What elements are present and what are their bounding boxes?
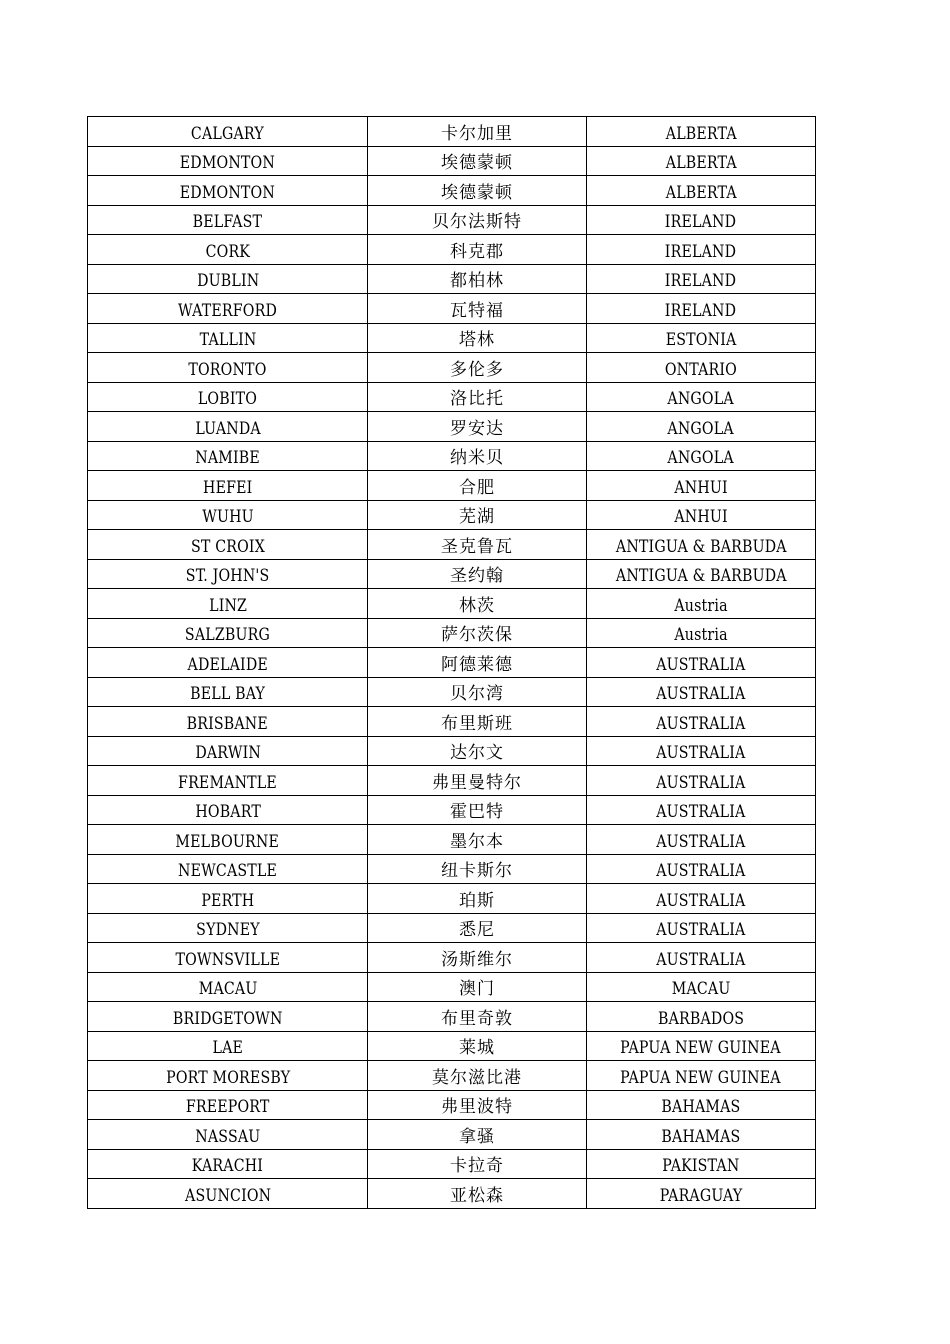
table-row bbox=[88, 1179, 816, 1209]
region-text: ONTARIO bbox=[664, 359, 737, 379]
chinese-name-cell bbox=[368, 530, 586, 560]
chinese-name-text: 澳门 bbox=[459, 979, 496, 999]
chinese-name-cell bbox=[368, 235, 586, 265]
table-row bbox=[88, 176, 816, 206]
chinese-name-cell bbox=[368, 677, 586, 707]
table-row bbox=[88, 707, 816, 737]
chinese-name-text: 纳米贝 bbox=[450, 448, 505, 468]
port-name-text: FREEPORT bbox=[185, 1097, 270, 1116]
port-name-cell bbox=[88, 1149, 368, 1179]
port-name-text: NAMIBE bbox=[195, 448, 260, 467]
port-name-text: HEFEI bbox=[202, 477, 253, 497]
region-cell bbox=[586, 323, 815, 353]
chinese-name-cell bbox=[368, 146, 586, 176]
table-row bbox=[88, 1149, 816, 1179]
port-name-text: HOBART bbox=[194, 802, 261, 821]
chinese-name-text: 合肥 bbox=[459, 477, 496, 498]
region-cell bbox=[586, 1061, 815, 1091]
chinese-name-text: 埃德蒙顿 bbox=[441, 182, 514, 203]
chinese-name-text: 洛比托 bbox=[450, 389, 505, 409]
chinese-name-cell bbox=[368, 176, 586, 206]
region-cell bbox=[586, 530, 815, 560]
table-row bbox=[88, 353, 816, 383]
region-cell bbox=[586, 677, 815, 707]
region-cell bbox=[586, 618, 815, 648]
region-text: AUSTRALIA bbox=[656, 861, 746, 880]
table-row bbox=[88, 441, 816, 471]
port-name-text: PERTH bbox=[201, 890, 255, 910]
chinese-name-cell bbox=[368, 412, 586, 442]
chinese-name-cell bbox=[368, 1179, 586, 1209]
port-name-text: ST. JOHN'S bbox=[185, 566, 270, 585]
region-cell bbox=[586, 146, 815, 176]
chinese-name-cell bbox=[368, 736, 586, 766]
region-text: IRELAND bbox=[665, 300, 737, 320]
chinese-name-cell bbox=[368, 972, 586, 1002]
chinese-name-text: 塔林 bbox=[459, 330, 496, 350]
port-name-cell bbox=[88, 235, 368, 265]
chinese-name-cell bbox=[368, 559, 586, 589]
chinese-name-cell bbox=[368, 1120, 586, 1150]
region-text: ANTIGUA & BARBUDA bbox=[615, 566, 787, 585]
port-name-cell bbox=[88, 1120, 368, 1150]
port-name-cell bbox=[88, 412, 368, 442]
table-row bbox=[88, 235, 816, 265]
chinese-name-cell bbox=[368, 117, 586, 147]
region-cell bbox=[586, 117, 815, 147]
chinese-name-text: 布里斯班 bbox=[441, 713, 514, 734]
table-row bbox=[88, 677, 816, 707]
region-cell bbox=[586, 264, 815, 294]
region-text: AUSTRALIA bbox=[656, 713, 746, 733]
table-row bbox=[88, 913, 816, 943]
region-cell bbox=[586, 943, 815, 973]
chinese-name-text: 布里奇敦 bbox=[441, 1008, 514, 1029]
port-name-cell bbox=[88, 884, 368, 914]
port-name-cell bbox=[88, 648, 368, 678]
port-name-cell bbox=[88, 530, 368, 560]
region-cell bbox=[586, 972, 815, 1002]
region-cell bbox=[586, 1002, 815, 1032]
table-row bbox=[88, 382, 816, 412]
region-text: Austria bbox=[674, 625, 728, 644]
chinese-name-cell bbox=[368, 1090, 586, 1120]
port-name-text: NASSAU bbox=[195, 1126, 261, 1146]
region-cell bbox=[586, 441, 815, 471]
table-row bbox=[88, 1031, 816, 1061]
chinese-name-text: 达尔文 bbox=[450, 743, 505, 763]
chinese-name-text: 弗里波特 bbox=[441, 1097, 514, 1117]
table-row bbox=[88, 854, 816, 884]
port-name-text: WATERFORD bbox=[178, 300, 278, 320]
chinese-name-text: 科克郡 bbox=[450, 241, 505, 262]
chinese-name-text: 贝尔湾 bbox=[450, 684, 505, 704]
chinese-name-text: 莱城 bbox=[459, 1038, 496, 1058]
port-name-cell bbox=[88, 972, 368, 1002]
port-name-text: BELL BAY bbox=[190, 684, 266, 703]
chinese-name-cell bbox=[368, 913, 586, 943]
table-row bbox=[88, 825, 816, 855]
table-row bbox=[88, 264, 816, 294]
table-row bbox=[88, 589, 816, 619]
region-text: ANHUI bbox=[674, 507, 728, 526]
chinese-name-cell bbox=[368, 264, 586, 294]
port-name-cell bbox=[88, 471, 368, 501]
chinese-name-text: 圣约翰 bbox=[450, 566, 505, 586]
chinese-name-cell bbox=[368, 471, 586, 501]
chinese-name-text: 瓦特福 bbox=[450, 300, 505, 321]
port-name-text: MELBOURNE bbox=[175, 831, 280, 851]
region-text: ESTONIA bbox=[665, 330, 737, 349]
region-cell bbox=[586, 353, 815, 383]
chinese-name-text: 卡尔加里 bbox=[441, 123, 514, 144]
table-row bbox=[88, 1061, 816, 1091]
port-name-text: LUANDA bbox=[194, 418, 261, 438]
chinese-name-cell bbox=[368, 205, 586, 235]
region-cell bbox=[586, 913, 815, 943]
port-name-cell bbox=[88, 323, 368, 353]
port-name-text: DUBLIN bbox=[196, 271, 259, 290]
port-name-cell bbox=[88, 1179, 368, 1209]
table-row bbox=[88, 943, 816, 973]
region-cell bbox=[586, 559, 815, 589]
port-name-text: CALGARY bbox=[191, 123, 265, 143]
port-name-cell bbox=[88, 1061, 368, 1091]
table-row bbox=[88, 500, 816, 530]
chinese-name-text: 阿德莱德 bbox=[441, 654, 514, 675]
chinese-name-text: 悉尼 bbox=[459, 920, 496, 940]
port-name-cell bbox=[88, 382, 368, 412]
region-text: ALBERTA bbox=[665, 153, 737, 172]
port-name-cell bbox=[88, 559, 368, 589]
chinese-name-cell bbox=[368, 1061, 586, 1091]
chinese-name-cell bbox=[368, 795, 586, 825]
port-name-cell bbox=[88, 1002, 368, 1032]
region-text: ALBERTA bbox=[665, 123, 737, 143]
chinese-name-text: 墨尔本 bbox=[450, 831, 505, 852]
port-name-cell bbox=[88, 943, 368, 973]
port-name-cell bbox=[88, 1090, 368, 1120]
region-text: AUSTRALIA bbox=[656, 949, 746, 969]
table-row bbox=[88, 1002, 816, 1032]
table-row bbox=[88, 766, 816, 796]
table-row bbox=[88, 471, 816, 501]
port-name-cell bbox=[88, 117, 368, 147]
chinese-name-cell bbox=[368, 707, 586, 737]
region-cell bbox=[586, 854, 815, 884]
region-text: PAPUA NEW GUINEA bbox=[620, 1067, 782, 1087]
port-name-text: BRISBANE bbox=[187, 713, 269, 733]
region-text: BAHAMAS bbox=[661, 1097, 741, 1116]
table-row bbox=[88, 972, 816, 1002]
region-cell bbox=[586, 382, 815, 412]
chinese-name-text: 珀斯 bbox=[459, 890, 496, 911]
chinese-name-cell bbox=[368, 294, 586, 324]
chinese-name-cell bbox=[368, 353, 586, 383]
port-name-cell bbox=[88, 913, 368, 943]
port-name-text: BRIDGETOWN bbox=[172, 1008, 283, 1028]
port-name-cell bbox=[88, 825, 368, 855]
port-name-text: NEWCASTLE bbox=[178, 861, 278, 880]
region-cell bbox=[586, 1179, 815, 1209]
port-table-body bbox=[88, 117, 816, 1209]
chinese-name-text: 莫尔滋比港 bbox=[432, 1067, 523, 1088]
port-name-cell bbox=[88, 176, 368, 206]
port-name-text: ASUNCION bbox=[184, 1185, 271, 1205]
chinese-name-text: 埃德蒙顿 bbox=[441, 153, 514, 173]
chinese-name-cell bbox=[368, 943, 586, 973]
region-text: IRELAND bbox=[665, 241, 737, 261]
port-name-cell bbox=[88, 766, 368, 796]
chinese-name-text: 贝尔法斯特 bbox=[432, 212, 523, 232]
chinese-name-cell bbox=[368, 618, 586, 648]
port-name-cell bbox=[88, 353, 368, 383]
table-row bbox=[88, 1090, 816, 1120]
port-name-text: TOWNSVILLE bbox=[175, 949, 280, 969]
region-cell bbox=[586, 648, 815, 678]
port-name-text: DARWIN bbox=[194, 743, 261, 762]
region-cell bbox=[586, 707, 815, 737]
chinese-name-text: 罗安达 bbox=[450, 418, 505, 439]
region-text: PAKISTAN bbox=[662, 1156, 740, 1175]
region-text: AUSTRALIA bbox=[656, 802, 746, 821]
chinese-name-text: 林茨 bbox=[459, 595, 496, 616]
chinese-name-cell bbox=[368, 500, 586, 530]
chinese-name-cell bbox=[368, 1031, 586, 1061]
chinese-name-cell bbox=[368, 441, 586, 471]
port-name-cell bbox=[88, 205, 368, 235]
chinese-name-cell bbox=[368, 323, 586, 353]
port-name-cell bbox=[88, 795, 368, 825]
port-name-cell bbox=[88, 854, 368, 884]
region-cell bbox=[586, 589, 815, 619]
port-name-text: WUHU bbox=[201, 507, 254, 526]
region-cell bbox=[586, 884, 815, 914]
port-name-text: KARACHI bbox=[192, 1156, 264, 1175]
port-name-text: EDMONTON bbox=[180, 182, 276, 202]
table-row bbox=[88, 530, 816, 560]
chinese-name-cell bbox=[368, 1149, 586, 1179]
chinese-name-cell bbox=[368, 648, 586, 678]
region-cell bbox=[586, 1031, 815, 1061]
region-text: AUSTRALIA bbox=[656, 920, 746, 939]
table-row bbox=[88, 884, 816, 914]
table-row bbox=[88, 736, 816, 766]
region-text: ANGOLA bbox=[667, 389, 735, 408]
region-text: IRELAND bbox=[665, 271, 737, 290]
region-text: AUSTRALIA bbox=[656, 831, 746, 851]
region-text: ANGOLA bbox=[667, 418, 735, 438]
table-row bbox=[88, 205, 816, 235]
region-cell bbox=[586, 294, 815, 324]
chinese-name-cell bbox=[368, 766, 586, 796]
chinese-name-text: 霍巴特 bbox=[450, 802, 505, 822]
table-row bbox=[88, 795, 816, 825]
port-name-cell bbox=[88, 294, 368, 324]
port-name-text: PORT MORESBY bbox=[165, 1067, 290, 1087]
region-cell bbox=[586, 1090, 815, 1120]
chinese-name-text: 萨尔茨保 bbox=[441, 625, 514, 645]
port-name-cell bbox=[88, 146, 368, 176]
port-name-text: TORONTO bbox=[188, 359, 267, 379]
table-row bbox=[88, 618, 816, 648]
region-text: AUSTRALIA bbox=[656, 772, 746, 792]
port-name-text: LOBITO bbox=[198, 389, 258, 408]
region-text: AUSTRALIA bbox=[656, 890, 746, 910]
chinese-name-text: 卡拉奇 bbox=[450, 1156, 505, 1176]
table-row bbox=[88, 117, 816, 147]
table-row bbox=[88, 1120, 816, 1150]
port-name-text: EDMONTON bbox=[180, 153, 276, 172]
region-text: BAHAMAS bbox=[661, 1126, 741, 1146]
region-text: BARBADOS bbox=[657, 1008, 744, 1028]
chinese-name-cell bbox=[368, 589, 586, 619]
port-name-text: MACAU bbox=[198, 979, 258, 998]
chinese-name-cell bbox=[368, 1002, 586, 1032]
region-cell bbox=[586, 205, 815, 235]
table-row bbox=[88, 559, 816, 589]
port-name-cell bbox=[88, 441, 368, 471]
region-text: AUSTRALIA bbox=[656, 743, 746, 762]
chinese-name-text: 弗里曼特尔 bbox=[432, 772, 523, 793]
region-cell bbox=[586, 412, 815, 442]
port-name-cell bbox=[88, 707, 368, 737]
region-cell bbox=[586, 176, 815, 206]
region-cell bbox=[586, 795, 815, 825]
region-text: Austria bbox=[674, 595, 728, 615]
port-name-cell bbox=[88, 500, 368, 530]
region-text: ANGOLA bbox=[667, 448, 735, 467]
port-name-text: LAE bbox=[212, 1038, 243, 1057]
chinese-name-text: 多伦多 bbox=[450, 359, 505, 380]
region-cell bbox=[586, 1120, 815, 1150]
chinese-name-text: 都柏林 bbox=[450, 271, 505, 291]
region-text: PAPUA NEW GUINEA bbox=[620, 1038, 782, 1057]
port-table bbox=[87, 116, 816, 1209]
chinese-name-text: 汤斯维尔 bbox=[441, 949, 514, 970]
chinese-name-text: 拿骚 bbox=[459, 1126, 496, 1147]
chinese-name-text: 亚松森 bbox=[450, 1185, 505, 1206]
region-cell bbox=[586, 471, 815, 501]
chinese-name-text: 圣克鲁瓦 bbox=[441, 536, 514, 557]
chinese-name-cell bbox=[368, 854, 586, 884]
table-row bbox=[88, 648, 816, 678]
port-name-cell bbox=[88, 736, 368, 766]
region-cell bbox=[586, 736, 815, 766]
table-row bbox=[88, 294, 816, 324]
port-name-text: SYDNEY bbox=[195, 920, 260, 939]
region-text: AUSTRALIA bbox=[656, 684, 746, 703]
port-name-text: ST CROIX bbox=[190, 536, 265, 556]
region-cell bbox=[586, 235, 815, 265]
chinese-name-text: 芜湖 bbox=[459, 507, 496, 527]
region-text: AUSTRALIA bbox=[656, 654, 746, 674]
port-name-text: TALLIN bbox=[199, 330, 257, 349]
region-cell bbox=[586, 825, 815, 855]
port-name-cell bbox=[88, 1031, 368, 1061]
port-name-cell bbox=[88, 264, 368, 294]
port-name-text: ADELAIDE bbox=[187, 654, 268, 674]
table-row bbox=[88, 323, 816, 353]
port-name-text: FREMANTLE bbox=[178, 772, 278, 792]
region-cell bbox=[586, 1149, 815, 1179]
chinese-name-cell bbox=[368, 825, 586, 855]
region-text: ANTIGUA & BARBUDA bbox=[615, 536, 787, 556]
region-text: MACAU bbox=[671, 979, 731, 998]
port-name-cell bbox=[88, 589, 368, 619]
region-text: ANHUI bbox=[674, 477, 728, 497]
table-row bbox=[88, 412, 816, 442]
region-cell bbox=[586, 766, 815, 796]
port-name-text: SALZBURG bbox=[185, 625, 271, 644]
port-name-text: CORK bbox=[205, 241, 250, 261]
port-name-text: LINZ bbox=[208, 595, 247, 615]
chinese-name-cell bbox=[368, 884, 586, 914]
chinese-name-text: 纽卡斯尔 bbox=[441, 861, 514, 881]
region-text: IRELAND bbox=[665, 212, 737, 231]
port-name-text: BELFAST bbox=[192, 212, 263, 231]
region-text: PARAGUAY bbox=[659, 1185, 743, 1205]
region-cell bbox=[586, 500, 815, 530]
chinese-name-cell bbox=[368, 382, 586, 412]
port-name-cell bbox=[88, 618, 368, 648]
port-name-cell bbox=[88, 677, 368, 707]
region-text: ALBERTA bbox=[665, 182, 737, 202]
table-row bbox=[88, 146, 816, 176]
